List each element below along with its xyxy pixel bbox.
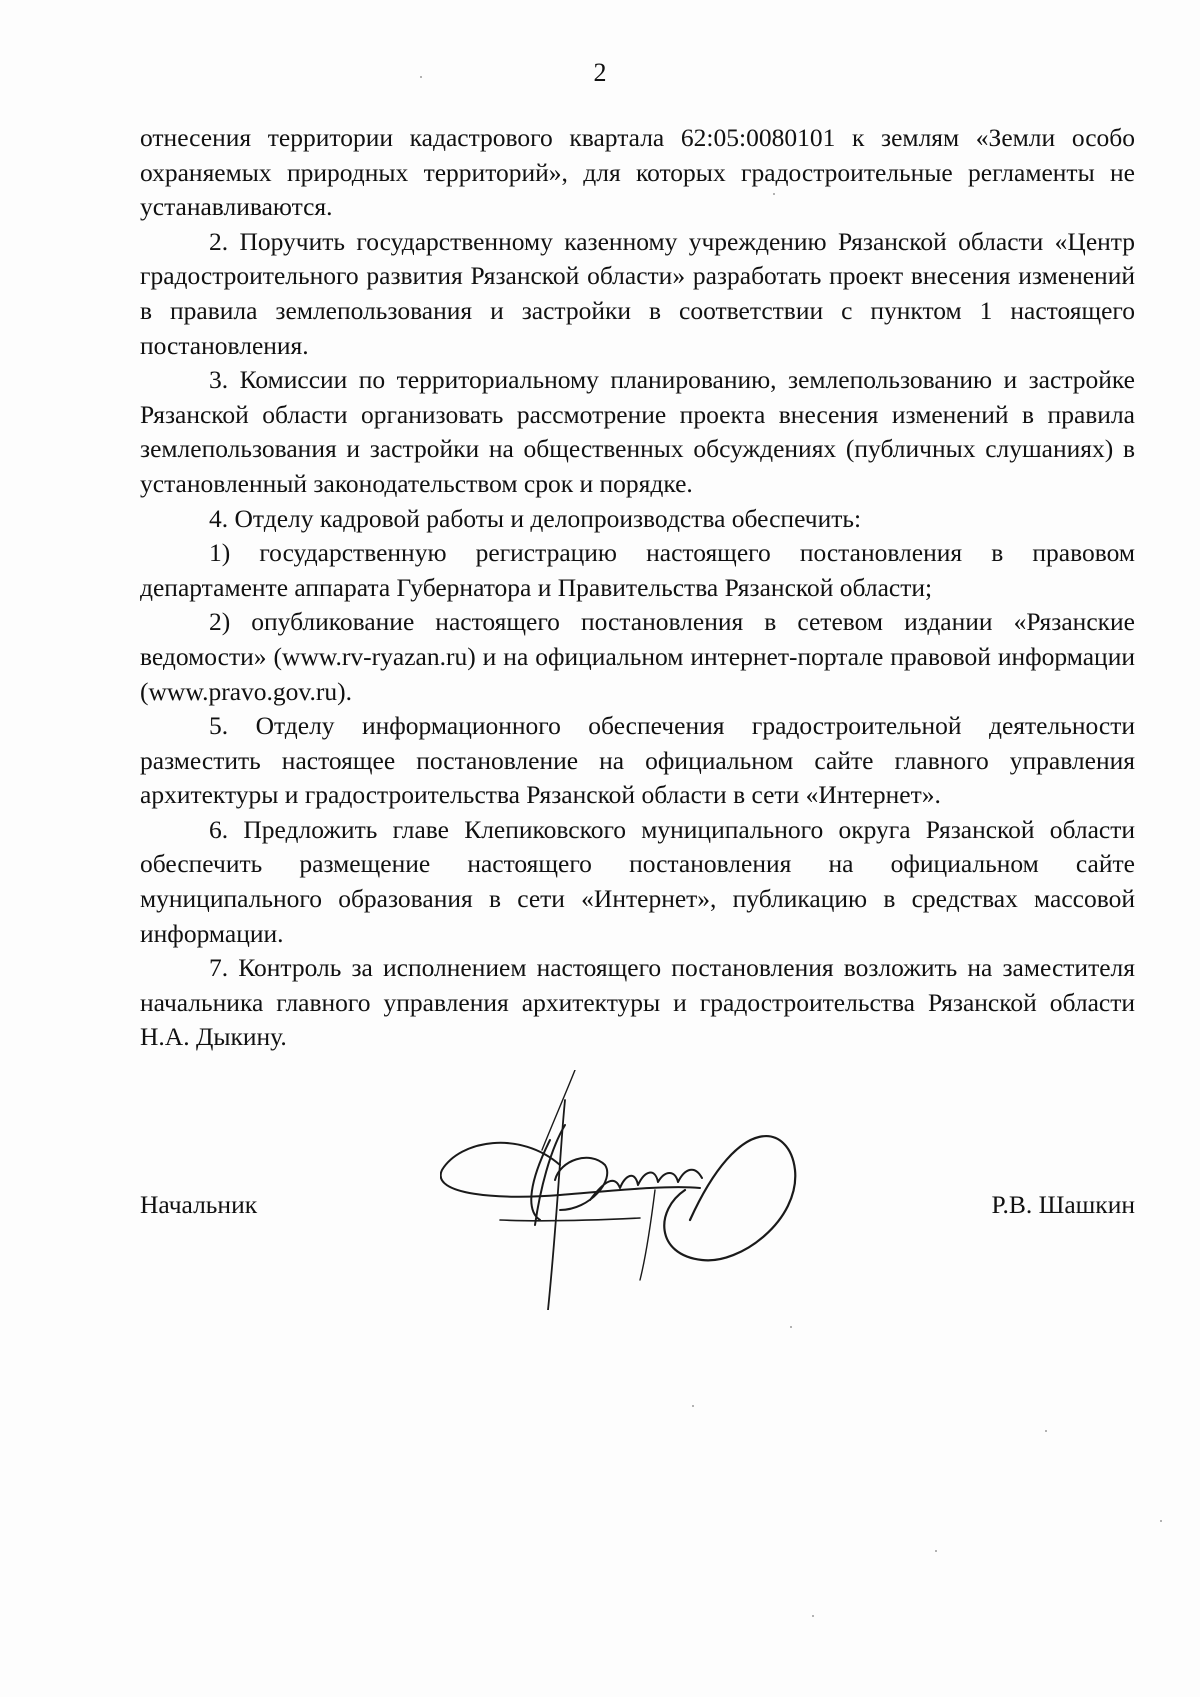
scan-speck [935, 1550, 937, 1552]
paragraph-continuation: отнесения территории кадастрового квартала 62:05:0080101 к землям «Земли особо охраняемых природных территорий», для которых градостроительные регламенты не устанавливаются. [140, 123, 1135, 222]
paragraph-item-2: 2. Поручить государственному казенному учреждению Рязанской области «Центр градостроительного развития Рязанской области» разработать проект внесения изменений в правила землепользования и застройки в соответствии с пунктом 1 настоящего постановления. [140, 226, 1135, 360]
page-number: 2 [593, 58, 607, 87]
signer-name: Р.В. Шашкин [991, 1190, 1135, 1219]
scan-speck [790, 1326, 792, 1328]
paragraph-item-5: 5. Отделу информационного обеспечения градостроительной деятельности разместить настоящее постановление на официальном сайте главного управления архитектуры и градостроительства Рязанской области в сети «Интернет». [140, 711, 1135, 810]
scan-speck [420, 76, 422, 78]
document-body [140, 121, 1135, 1055]
paragraph-item-4: 4. Отделу кадровой работы и делопроизводства обеспечить: [209, 503, 862, 533]
handwritten-signature [440, 1070, 820, 1310]
signature-vertical-stroke [548, 1100, 565, 1310]
paragraph-item-7: 7. Контроль за исполнением настоящего постановления возложить на заместителя начальника главного управления архитектуры и градостроительства Рязанской области Н.А. Дыкину. [140, 953, 1135, 1052]
scan-speck [1160, 1520, 1162, 1522]
paragraph-item-4-1: 1) государственную регистрацию настоящего постановления в правовом департаменте аппарата Губернатора и Правительства Рязанской области; [140, 538, 1135, 602]
signature-underline [500, 1218, 640, 1221]
scan-speck [1045, 1430, 1047, 1432]
signature-tail [640, 1190, 655, 1280]
signature-outer-loop [441, 1143, 700, 1197]
paragraph-item-3: 3. Комиссии по территориальному планированию, землепользованию и застройке Рязанской области организовать рассмотрение проекта внесения изменений в правила землепользования и застройки на общественных обсуждениях (публичных слушаниях) в установленный законодательством срок и порядке. [140, 365, 1135, 498]
paragraph-item-4-2: 2) опубликование настоящего постановления в сетевом издании «Рязанские ведомости» (www.rv-ryazan.ru) и на официальном интернет-портале правовой информации (www.pravo.gov.ru). [140, 607, 1135, 706]
scan-speck [692, 1405, 694, 1407]
signature-right-loop [664, 1136, 795, 1260]
signer-title: Начальник [140, 1190, 258, 1219]
paragraph-item-6: 6. Предложить главе Клепиковского муниципального округа Рязанской области обеспечить размещение настоящего постановления на официальном сайте муниципального образования в сети «Интернет», публикацию в средствах массовой информации. [140, 814, 1135, 948]
scan-speck [812, 1615, 814, 1617]
scan-speck [773, 193, 775, 195]
